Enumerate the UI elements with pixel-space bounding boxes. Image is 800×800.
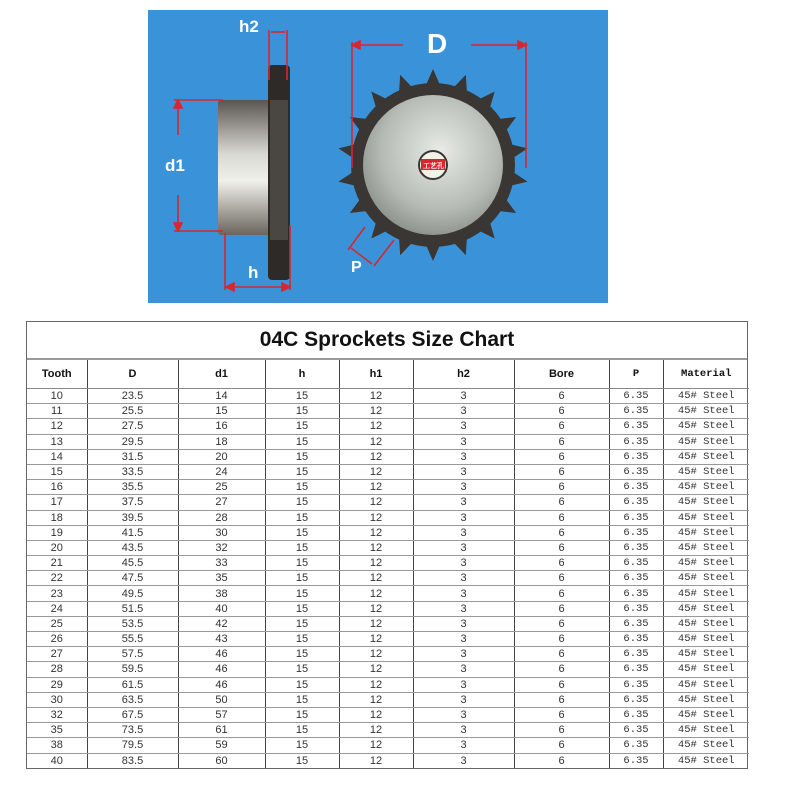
cell-bore: 6 bbox=[514, 601, 609, 616]
cell-tooth: 40 bbox=[27, 753, 87, 768]
label-h2: h2 bbox=[239, 17, 259, 36]
cell-bore: 6 bbox=[514, 495, 609, 510]
cell-d1: 46 bbox=[178, 647, 265, 662]
cell-material: 45# Steel bbox=[663, 738, 749, 753]
cell-h2: 3 bbox=[413, 464, 514, 479]
cell-h1: 12 bbox=[339, 419, 413, 434]
cell-h2: 3 bbox=[413, 707, 514, 722]
cell-material: 45# Steel bbox=[663, 449, 749, 464]
cell-P: 6.35 bbox=[609, 753, 663, 768]
cell-P: 6.35 bbox=[609, 495, 663, 510]
cell-h2: 3 bbox=[413, 662, 514, 677]
cell-h: 15 bbox=[265, 571, 339, 586]
cell-h1: 12 bbox=[339, 632, 413, 647]
table-row bbox=[27, 510, 749, 525]
cell-material: 45# Steel bbox=[663, 616, 749, 631]
cell-P: 6.35 bbox=[609, 419, 663, 434]
cell-h2: 3 bbox=[413, 632, 514, 647]
cell-bore: 6 bbox=[514, 556, 609, 571]
cell-bore: 6 bbox=[514, 707, 609, 722]
table-row bbox=[27, 707, 749, 722]
cell-h1: 12 bbox=[339, 662, 413, 677]
label-d1: d1 bbox=[165, 156, 185, 175]
cell-material: 45# Steel bbox=[663, 586, 749, 601]
cell-P: 6.35 bbox=[609, 434, 663, 449]
table-row bbox=[27, 419, 749, 434]
cell-h2: 3 bbox=[413, 404, 514, 419]
cell-h: 15 bbox=[265, 586, 339, 601]
cell-tooth: 35 bbox=[27, 723, 87, 738]
cell-material: 45# Steel bbox=[663, 404, 749, 419]
cell-h: 15 bbox=[265, 601, 339, 616]
cell-d1: 46 bbox=[178, 677, 265, 692]
cell-bore: 6 bbox=[514, 449, 609, 464]
table-row bbox=[27, 389, 749, 404]
cell-h2: 3 bbox=[413, 434, 514, 449]
cell-bore: 6 bbox=[514, 662, 609, 677]
cell-d1: 59 bbox=[178, 738, 265, 753]
cell-tooth: 29 bbox=[27, 677, 87, 692]
cell-h2: 3 bbox=[413, 647, 514, 662]
cell-P: 6.35 bbox=[609, 738, 663, 753]
table-row bbox=[27, 662, 749, 677]
cell-bore: 6 bbox=[514, 389, 609, 404]
cell-D: 33.5 bbox=[87, 464, 178, 479]
cell-D: 57.5 bbox=[87, 647, 178, 662]
cell-h: 15 bbox=[265, 632, 339, 647]
cell-D: 23.5 bbox=[87, 389, 178, 404]
table-body bbox=[27, 389, 749, 768]
cell-d1: 16 bbox=[178, 419, 265, 434]
cell-d1: 27 bbox=[178, 495, 265, 510]
sprocket-photo bbox=[148, 10, 608, 303]
cell-h1: 12 bbox=[339, 480, 413, 495]
cell-P: 6.35 bbox=[609, 571, 663, 586]
table-row bbox=[27, 540, 749, 555]
cell-bore: 6 bbox=[514, 510, 609, 525]
cell-bore: 6 bbox=[514, 647, 609, 662]
cell-D: 61.5 bbox=[87, 677, 178, 692]
cell-tooth: 21 bbox=[27, 556, 87, 571]
table-row bbox=[27, 525, 749, 540]
cell-material: 45# Steel bbox=[663, 647, 749, 662]
cell-tooth: 28 bbox=[27, 662, 87, 677]
cell-bore: 6 bbox=[514, 632, 609, 647]
cell-material: 45# Steel bbox=[677, 754, 735, 767]
cell-h2: 3 bbox=[413, 419, 514, 434]
cell-material: 45# Steel bbox=[663, 495, 749, 510]
cell-h1: 12 bbox=[339, 464, 413, 479]
col-header-h2: h2 bbox=[413, 360, 514, 389]
cell-tooth: 38 bbox=[27, 738, 87, 753]
cell-d1: 35 bbox=[178, 571, 265, 586]
cell-h2: 3 bbox=[413, 510, 514, 525]
cell-tooth: 30 bbox=[27, 692, 87, 707]
cell-material: 45# Steel bbox=[663, 662, 749, 677]
table-row bbox=[27, 632, 749, 647]
cell-tooth: 17 bbox=[27, 495, 87, 510]
cell-d1: 24 bbox=[178, 464, 265, 479]
table-row bbox=[27, 495, 749, 510]
header-row bbox=[27, 360, 749, 389]
cell-h1: 12 bbox=[339, 434, 413, 449]
cell-h1: 12 bbox=[339, 571, 413, 586]
table-row bbox=[27, 677, 749, 692]
cell-material: 45# Steel bbox=[663, 571, 749, 586]
cell-tooth: 23 bbox=[27, 586, 87, 601]
cell-d1: 30 bbox=[178, 525, 265, 540]
cell-D: 51.5 bbox=[87, 601, 178, 616]
table-row bbox=[27, 753, 749, 768]
cell-P: 6.35 bbox=[609, 677, 663, 692]
cell-D: 53.5 bbox=[87, 616, 178, 631]
cell-h: 15 bbox=[265, 464, 339, 479]
cell-h: 15 bbox=[265, 677, 339, 692]
cell-D: 43.5 bbox=[87, 540, 178, 555]
table-row bbox=[27, 480, 749, 495]
cell-tooth: 14 bbox=[27, 449, 87, 464]
cell-material: 45# Steel bbox=[663, 389, 749, 404]
cell-h: 15 bbox=[265, 495, 339, 510]
cell-tooth: 26 bbox=[27, 632, 87, 647]
cell-h2: 3 bbox=[413, 601, 514, 616]
cell-D: 35.5 bbox=[87, 480, 178, 495]
cell-tooth: 20 bbox=[27, 540, 87, 555]
cell-h2: 3 bbox=[413, 389, 514, 404]
cell-h2: 3 bbox=[413, 692, 514, 707]
cell-P: 6.35 bbox=[609, 707, 663, 722]
table-row bbox=[27, 464, 749, 479]
cell-tooth: 11 bbox=[27, 404, 87, 419]
col-header-tooth: Tooth bbox=[27, 360, 87, 389]
cell-D: 31.5 bbox=[87, 449, 178, 464]
cell-h: 15 bbox=[265, 449, 339, 464]
cell-D: 59.5 bbox=[87, 662, 178, 677]
cell-d1: 32 bbox=[178, 540, 265, 555]
cell-d1: 14 bbox=[178, 389, 265, 404]
cell-h2: 3 bbox=[413, 753, 514, 768]
cell-d1: 18 bbox=[178, 434, 265, 449]
cell-h: 15 bbox=[265, 525, 339, 540]
cell-h1: 12 bbox=[339, 389, 413, 404]
col-header-material: Material bbox=[663, 360, 749, 389]
cell-D: 27.5 bbox=[87, 419, 178, 434]
cell-h2: 3 bbox=[413, 586, 514, 601]
cell-P: 6.35 bbox=[609, 662, 663, 677]
cell-h1: 12 bbox=[339, 404, 413, 419]
cell-d1: 20 bbox=[178, 449, 265, 464]
cell-tooth: 24 bbox=[27, 601, 87, 616]
cell-P: 6.35 bbox=[609, 510, 663, 525]
cell-P: 6.35 bbox=[609, 464, 663, 479]
cell-bore: 6 bbox=[514, 464, 609, 479]
cell-D: 63.5 bbox=[87, 692, 178, 707]
cell-d1: 42 bbox=[178, 616, 265, 631]
cell-h2: 3 bbox=[413, 571, 514, 586]
cell-material: 45# Steel bbox=[663, 632, 749, 647]
cell-h: 15 bbox=[265, 540, 339, 555]
cell-tooth: 18 bbox=[27, 510, 87, 525]
cell-material: 45# Steel bbox=[663, 601, 749, 616]
cell-d1: 57 bbox=[178, 707, 265, 722]
cell-d1: 40 bbox=[178, 601, 265, 616]
cell-D: 67.5 bbox=[87, 707, 178, 722]
cell-material: 45# Steel bbox=[663, 434, 749, 449]
cell-d1: 50 bbox=[178, 692, 265, 707]
cell-h1: 12 bbox=[339, 495, 413, 510]
cell-bore: 6 bbox=[514, 586, 609, 601]
cell-P: 6.35 bbox=[609, 692, 663, 707]
cell-h: 15 bbox=[265, 707, 339, 722]
cell-h2: 3 bbox=[413, 677, 514, 692]
cell-tooth: 25 bbox=[27, 616, 87, 631]
cell-P: 6.35 bbox=[609, 480, 663, 495]
cell-D: 83.5 bbox=[87, 753, 178, 768]
cell-P: 6.35 bbox=[609, 723, 663, 738]
label-h: h bbox=[248, 263, 259, 282]
cell-h: 15 bbox=[265, 419, 339, 434]
table-row bbox=[27, 723, 749, 738]
cell-tooth: 15 bbox=[27, 464, 87, 479]
cell-tooth: 19 bbox=[27, 525, 87, 540]
cell-h1: 12 bbox=[339, 677, 413, 692]
cell-d1: 28 bbox=[178, 510, 265, 525]
cell-d1: 38 bbox=[178, 586, 265, 601]
cell-P: 6.35 bbox=[609, 389, 663, 404]
cell-material: 45# Steel bbox=[663, 540, 749, 555]
cell-bore: 6 bbox=[514, 434, 609, 449]
cell-h2: 3 bbox=[413, 495, 514, 510]
cell-tooth: 22 bbox=[27, 571, 87, 586]
cell-D: 37.5 bbox=[87, 495, 178, 510]
table-row bbox=[27, 434, 749, 449]
cell-bore: 6 bbox=[514, 571, 609, 586]
col-header-h1: h1 bbox=[339, 360, 413, 389]
label-P: P bbox=[351, 259, 362, 276]
cell-bore: 6 bbox=[514, 404, 609, 419]
cell-material: 45# Steel bbox=[663, 707, 749, 722]
cell-h: 15 bbox=[265, 738, 339, 753]
cell-h1: 12 bbox=[339, 738, 413, 753]
cell-P: 6.35 bbox=[609, 449, 663, 464]
cell-P: 6.35 bbox=[609, 632, 663, 647]
cell-h2: 3 bbox=[413, 723, 514, 738]
sprocket-illustration bbox=[148, 10, 608, 303]
cell-h: 15 bbox=[265, 389, 339, 404]
cell-h1: 12 bbox=[339, 723, 413, 738]
cell-h2: 3 bbox=[413, 556, 514, 571]
cell-D: 49.5 bbox=[87, 586, 178, 601]
cell-h: 15 bbox=[265, 404, 339, 419]
cell-h: 15 bbox=[265, 692, 339, 707]
cell-d1: 25 bbox=[178, 480, 265, 495]
col-header-h: h bbox=[265, 360, 339, 389]
cell-h1: 12 bbox=[339, 601, 413, 616]
cell-D: 47.5 bbox=[87, 571, 178, 586]
cell-bore: 6 bbox=[514, 616, 609, 631]
cell-h1: 12 bbox=[339, 707, 413, 722]
cell-h2: 3 bbox=[413, 480, 514, 495]
cell-h1: 12 bbox=[339, 540, 413, 555]
cell-D: 29.5 bbox=[87, 434, 178, 449]
cell-tooth: 12 bbox=[27, 419, 87, 434]
cell-material: 45# Steel bbox=[663, 464, 749, 479]
cell-d1: 61 bbox=[178, 723, 265, 738]
table-row bbox=[27, 571, 749, 586]
cell-d1: 46 bbox=[178, 662, 265, 677]
table-row bbox=[27, 404, 749, 419]
cell-bore: 6 bbox=[514, 480, 609, 495]
cell-h: 15 bbox=[265, 723, 339, 738]
label-D: D bbox=[427, 28, 448, 59]
cell-h: 15 bbox=[265, 662, 339, 677]
cell-h: 15 bbox=[265, 480, 339, 495]
table-row bbox=[27, 556, 749, 571]
cell-P: 6.35 bbox=[609, 404, 663, 419]
cell-h2: 3 bbox=[413, 525, 514, 540]
cell-material: 45# Steel bbox=[663, 723, 749, 738]
cell-h: 15 bbox=[265, 510, 339, 525]
cell-d1: 43 bbox=[178, 632, 265, 647]
cell-P: 6.35 bbox=[609, 540, 663, 555]
cell-h2: 3 bbox=[413, 616, 514, 631]
cell-tooth: 16 bbox=[27, 480, 87, 495]
chart-title: 04C Sprockets Size Chart bbox=[27, 322, 747, 360]
table-row bbox=[27, 738, 749, 753]
col-header-bore: Bore bbox=[514, 360, 609, 389]
cell-d1: 15 bbox=[178, 404, 265, 419]
cell-D: 41.5 bbox=[87, 525, 178, 540]
cell-h2: 3 bbox=[413, 738, 514, 753]
cell-h: 15 bbox=[265, 647, 339, 662]
cell-material: 45# Steel bbox=[663, 480, 749, 495]
cell-bore: 6 bbox=[514, 692, 609, 707]
cell-h: 15 bbox=[265, 753, 339, 768]
cell-D: 25.5 bbox=[87, 404, 178, 419]
cell-h2: 3 bbox=[413, 540, 514, 555]
cell-h1: 12 bbox=[339, 692, 413, 707]
cell-P: 6.35 bbox=[609, 525, 663, 540]
table-row bbox=[27, 449, 749, 464]
size-table bbox=[27, 360, 749, 768]
table-row bbox=[27, 601, 749, 616]
side-view bbox=[218, 65, 290, 280]
cell-D: 39.5 bbox=[87, 510, 178, 525]
cell-d1: 60 bbox=[178, 753, 265, 768]
cell-bore: 6 bbox=[514, 525, 609, 540]
cell-material: 45# Steel bbox=[663, 419, 749, 434]
cell-bore: 6 bbox=[514, 419, 609, 434]
cell-h1: 12 bbox=[339, 753, 413, 768]
cell-bore: 6 bbox=[514, 540, 609, 555]
cell-material: 45# Steel bbox=[663, 525, 749, 540]
table-row bbox=[27, 616, 749, 631]
col-header-d1: d1 bbox=[178, 360, 265, 389]
cell-tooth: 13 bbox=[27, 434, 87, 449]
cell-bore: 6 bbox=[514, 723, 609, 738]
cell-tooth: 32 bbox=[27, 707, 87, 722]
cell-material: 45# Steel bbox=[663, 677, 749, 692]
cell-h: 15 bbox=[265, 434, 339, 449]
cell-h1: 12 bbox=[339, 647, 413, 662]
cell-h1: 12 bbox=[339, 510, 413, 525]
cell-tooth: 27 bbox=[27, 647, 87, 662]
cell-material: 45# Steel bbox=[663, 692, 749, 707]
cell-material: 45# Steel bbox=[663, 556, 749, 571]
cell-material: 45# Steel bbox=[663, 510, 749, 525]
cell-D: 55.5 bbox=[87, 632, 178, 647]
cell-h2: 3 bbox=[413, 449, 514, 464]
cell-P: 6.35 bbox=[609, 586, 663, 601]
cell-P: 6.35 bbox=[609, 556, 663, 571]
cell-h: 15 bbox=[265, 556, 339, 571]
cell-d1: 33 bbox=[178, 556, 265, 571]
table-row bbox=[27, 692, 749, 707]
cell-bore: 6 bbox=[514, 753, 609, 768]
cell-bore: 6 bbox=[514, 738, 609, 753]
cell-h1: 12 bbox=[339, 556, 413, 571]
cell-h: 15 bbox=[265, 616, 339, 631]
table-row bbox=[27, 647, 749, 662]
cell-P: 6.35 bbox=[609, 647, 663, 662]
process-hole-label: 工艺孔 bbox=[423, 163, 444, 170]
cell-P: 6.35 bbox=[609, 601, 663, 616]
cell-D: 79.5 bbox=[87, 738, 178, 753]
size-chart bbox=[26, 321, 748, 769]
cell-bore: 6 bbox=[514, 677, 609, 692]
col-header-D: D bbox=[87, 360, 178, 389]
cell-D: 45.5 bbox=[87, 556, 178, 571]
table-row bbox=[27, 586, 749, 601]
cell-h1: 12 bbox=[339, 616, 413, 631]
cell-D: 73.5 bbox=[87, 723, 178, 738]
cell-P: 6.35 bbox=[609, 616, 663, 631]
col-header-P: P bbox=[609, 360, 663, 389]
cell-h1: 12 bbox=[339, 449, 413, 464]
cell-h1: 12 bbox=[339, 525, 413, 540]
cell-h1: 12 bbox=[339, 586, 413, 601]
cell-tooth: 10 bbox=[27, 389, 87, 404]
